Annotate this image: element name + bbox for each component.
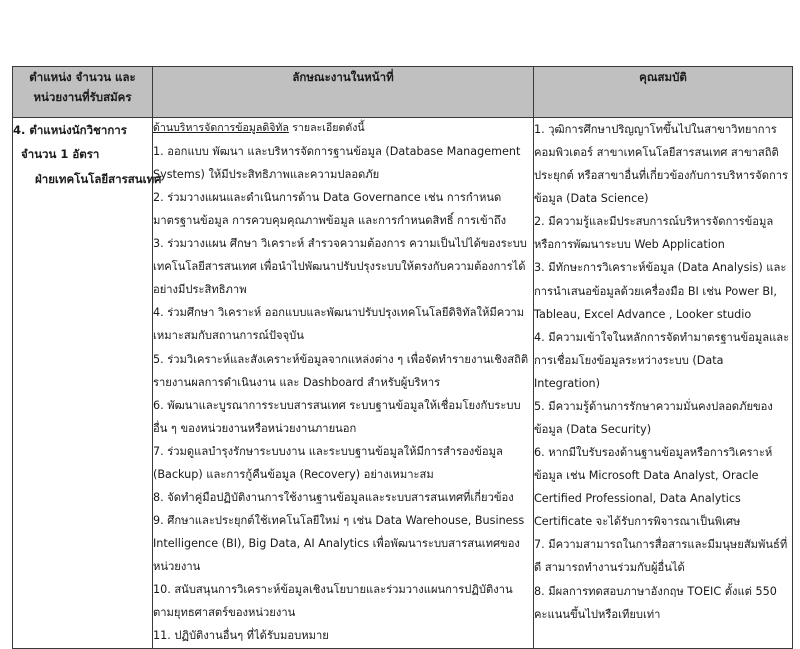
- duty-item: 4. ร่วมศึกษา วิเคราะห์ ออกแบบและพัฒนาปรับปรุงเทคโนโลยีดิจิทัลให้มีความเหมาะสมกับสถานการณ์ปัจจุบัน: [153, 306, 525, 343]
- cell-duties: [153, 118, 534, 649]
- position-count: จำนวน 1 อัตรา: [21, 147, 100, 162]
- column-header-duties: ลักษณะงานในหน้าที่: [153, 67, 534, 118]
- duties-heading: [153, 118, 533, 140]
- column-header-position-line-1: ตำแหน่ง จำนวน และ: [29, 70, 136, 84]
- qualification-item: 4. มีความเข้าใจในหลักการจัดทำมาตรฐานข้อมูลและการเชื่อมโยงข้อมูลระหว่างระบบ (Data Integration): [534, 330, 790, 390]
- duty-item: 5. ร่วมวิเคราะห์และสังเคราะห์ข้อมูลจากแหล่งต่าง ๆ เพื่อจัดทำรายงานเชิงสถิติ รายงานผลการดำเนินงาน และ Dashboard สำหรับผู้บริหาร: [153, 352, 529, 389]
- table-row: [13, 118, 793, 649]
- qualification-item: 6. หากมีใบรับรองด้านฐานข้อมูลหรือการวิเคราะห์ข้อมูล เช่น Microsoft Data Analyst, Oracle Certified Professional, Data Analytics Certificate จะได้รับการพิจารณาเป็นพิเศษ: [534, 446, 773, 529]
- duties-heading-underlined: ด้านบริหารจัดการข้อมูลดิจิทัล: [153, 122, 289, 134]
- qualification-item: 1. วุฒิการศึกษาปริญญาโทขึ้นไปในสาขาวิทยาการคอมพิวเตอร์ สาขาเทคโนโลยีสารสนเทศ สาขาสถิติประยุกต์ หรือสาขาอื่นที่เกี่ยวข้องกับการบริหารจัดการข้อมูล (Data Science): [534, 123, 789, 206]
- column-header-qualifications: คุณสมบัติ: [534, 67, 793, 118]
- column-header-position: [13, 67, 153, 118]
- table-body: [13, 118, 793, 649]
- duty-item: 1. ออกแบบ พัฒนา และบริหารจัดการฐานข้อมูล (Database Management Systems) ให้มีประสิทธิภาพและความปลอดภัย: [153, 144, 521, 181]
- position-title: 4. ตำแหน่งนักวิชาการ: [13, 123, 127, 137]
- duties-heading-rest: รายละเอียดดังนี้: [288, 122, 365, 134]
- table-header: [13, 67, 793, 118]
- qualification-item: 3. มีทักษะการวิเคราะห์ข้อมูล (Data Analysis) และการนำเสนอข้อมูลด้วยเครื่องมือ BI เช่น Power BI, Tableau, Excel Advance , Looker studio: [534, 261, 787, 321]
- duty-item: 8. จัดทำคู่มือปฏิบัติงานการใช้งานฐานข้อมูลและระบบสารสนเทศที่เกี่ยวข้อง: [153, 490, 514, 504]
- duty-item: 9. ศึกษาและประยุกต์ใช้เทคโนโลยีใหม่ ๆ เช่น Data Warehouse, Business Intelligence (BI), Big Data, AI Analytics เพื่อพัฒนาระบบสารสนเทศของหน่วยงาน: [153, 514, 525, 574]
- duty-item: 11. ปฏิบัติงานอื่นๆ ที่ได้รับมอบหมาย: [153, 629, 329, 643]
- qualification-item: 2. มีความรู้และมีประสบการณ์บริหารจัดการข้อมูลหรือการพัฒนาระบบ Web Application: [534, 215, 774, 252]
- column-header-position-line-2: หน่วยงานที่รับสมัคร: [33, 90, 132, 105]
- position-department: ฝ่ายเทคโนโลยีสารสนเทศ: [35, 171, 162, 186]
- duty-item: 10. สนับสนุนการวิเคราะห์ข้อมูลเชิงนโยบายและร่วมวางแผนการปฏิบัติงานตามยุทธศาสตร์ของหน่วยงาน: [153, 583, 513, 620]
- qualification-item: 8. มีผลการทดสอบภาษาอังกฤษ TOEIC ตั้งแต่ 550 คะแนนขึ้นไปหรือเทียบเท่า: [534, 584, 777, 621]
- cell-qualifications: [534, 118, 793, 649]
- qualification-item: 5. มีความรู้ด้านการรักษาความมั่นคงปลอดภัยของข้อมูล (Data Security): [534, 399, 773, 437]
- cell-position: [13, 118, 162, 649]
- duty-item: 6. พัฒนาและบูรณาการระบบสารสนเทศ ระบบฐานข้อมูลให้เชื่อมโยงกับระบบอื่น ๆ ของหน่วยงานหรือหน่วยงานภายนอก: [153, 398, 521, 435]
- job-announcement-table: [12, 66, 793, 649]
- table-header-row: [13, 67, 793, 118]
- duty-item: 3. ร่วมวางแผน ศึกษา วิเคราะห์ สำรวจความต้องการ ความเป็นไปได้ของระบบเทคโนโลยีสารสนเทศ เพื่อนำไปพัฒนาปรับปรุงระบบให้ตรงกับความต้องการได้อย่างมีประสิทธิภาพ: [153, 237, 527, 297]
- duty-item: 7. ร่วมดูแลบำรุงรักษาระบบงาน และระบบฐานข้อมูลให้มีการสำรองข้อมูล (Backup) และการกู้คืนข้อมูล (Recovery) อย่างเหมาะสม: [153, 444, 503, 481]
- duty-item: 2. ร่วมวางแผนและดำเนินการด้าน Data Governance เช่น การกำหนดมาตรฐานข้อมูล การควบคุมคุณภาพข้อมูล และการกำหนดสิทธิ์ การเข้าถึง: [153, 190, 507, 228]
- qualification-item: 7. มีความสามารถในการสื่อสารและมีมนุษยสัมพันธ์ที่ดี สามารถทำงานร่วมกับผู้อื่นได้: [534, 538, 788, 575]
